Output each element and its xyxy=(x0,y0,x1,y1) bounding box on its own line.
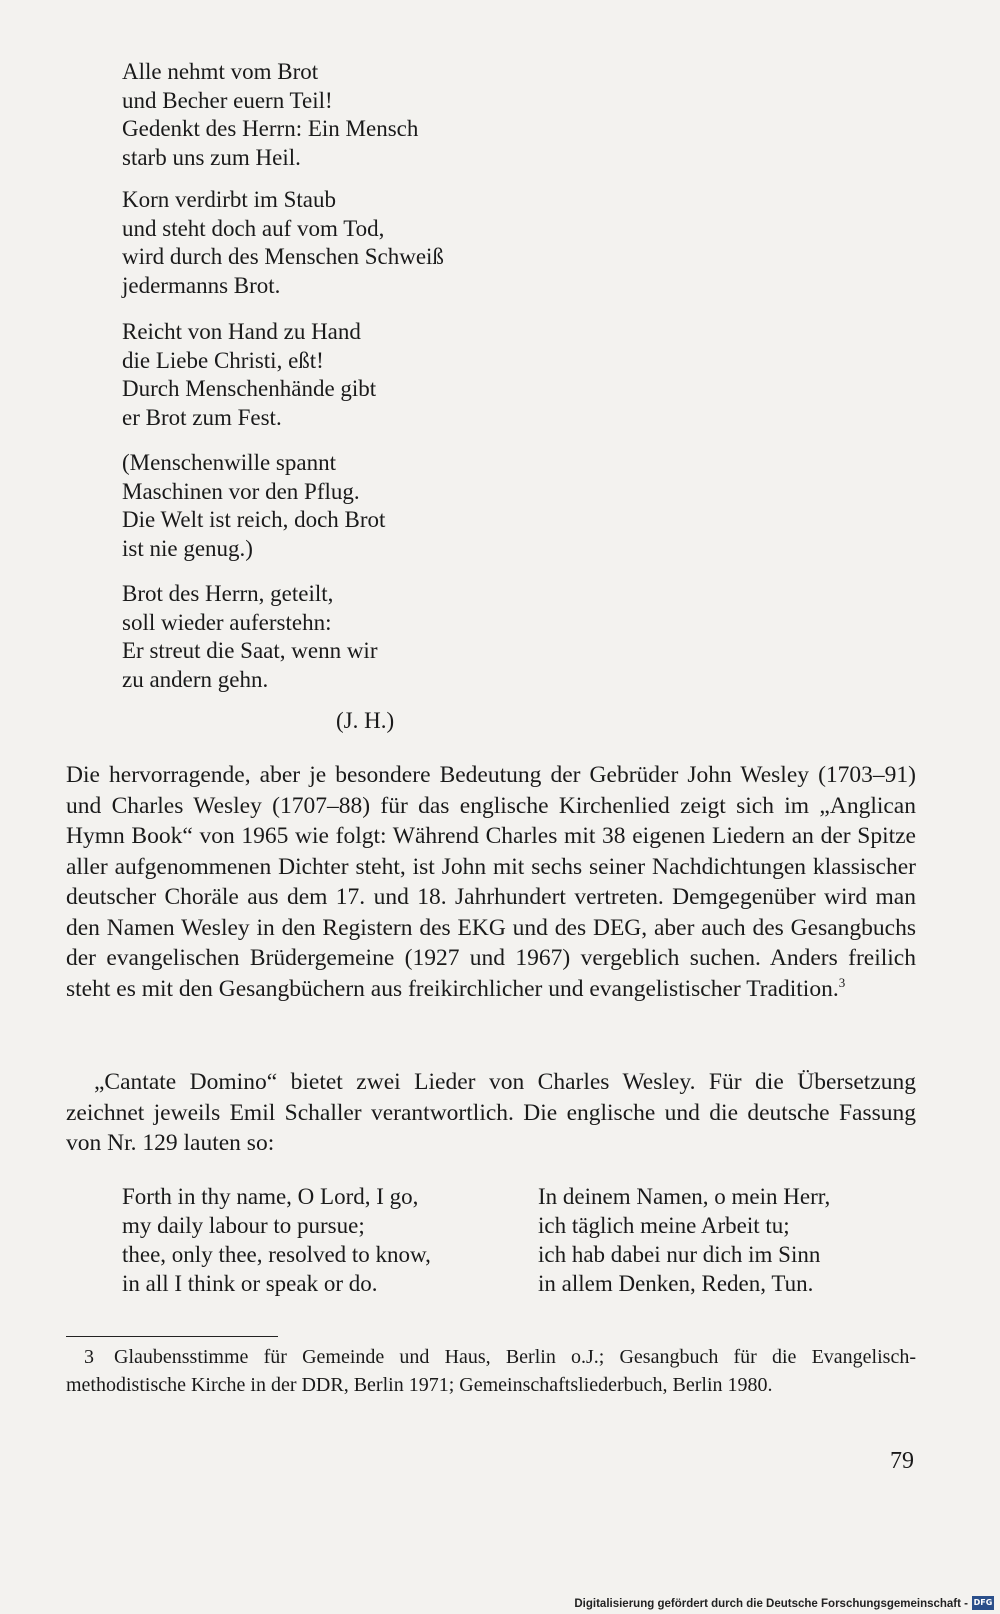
poem-line: (Menschenwille spannt xyxy=(122,450,336,475)
hymn-line: ich hab dabei nur dich im Sinn xyxy=(538,1242,821,1267)
footnote-divider xyxy=(66,1336,278,1337)
footnote-number: 3 xyxy=(84,1346,94,1368)
poem-line: die Liebe Christi, eßt! xyxy=(122,347,324,373)
poem-stanza-1 xyxy=(122,58,418,172)
poem-line: er Brot zum Fest. xyxy=(122,404,282,430)
hymn-line: ich täglich meine Arbeit tu; xyxy=(538,1213,790,1238)
body-paragraph-1 xyxy=(66,760,916,1004)
poem-line: Gedenkt des Herrn: Ein Mensch xyxy=(122,116,419,141)
poem-signature: (J. H.) xyxy=(336,708,395,733)
hymn-line: in all I think or speak or do. xyxy=(122,1271,378,1296)
paragraph-text: Die hervorragende, aber je besondere Bedeutung der Gebrüder John Wesley (1703–91) und Charles Wesley (1707–88) für das englische Kirchenlied zeigt sich im „Anglican Hymn Book“ von 1965 wie folgt: Während Charles mit 38 eigenen Liedern an der Spitze aller aufgenommenen Dichter steht, ist John mit sechs seiner Nachdichtungen klassischer deutscher Choräle aus dem 17. und 18. Jahrhundert vertreten. Demgegenüber wird man den Namen Wesley in den Registern des EKG und des DEG, aber auch des Gesangbuchs der evangelischen Brüdergemeine (1927 und 1967) vergeblich suchen. Anders freilich steht es mit den Gesangbüchern aus freikirchlicher und evangelistischer Tradition. xyxy=(66,762,916,1002)
poem-line: Maschinen vor den Pflug. xyxy=(122,478,360,504)
digitization-credit xyxy=(0,1592,1000,1614)
hymn-german-column xyxy=(538,1182,830,1298)
poem-line: Alle nehmt vom Brot xyxy=(122,59,319,84)
credit-text: Digitalisierung gefördert durch die Deutsche Forschungsgemeinschaft - xyxy=(574,1598,968,1610)
poem-line: zu andern gehn. xyxy=(122,666,269,692)
hymn-line: in allem Denken, Reden, Tun. xyxy=(538,1271,814,1296)
footnote xyxy=(66,1343,916,1399)
hymn-english-column xyxy=(122,1182,431,1298)
poem-line: Durch Menschenhände gibt xyxy=(122,376,377,401)
hymn-line: In deinem Namen, o mein Herr, xyxy=(538,1184,831,1209)
footnote-text: Glaubensstimme für Gemeinde und Haus, Berlin o.J.; Gesangbuch für die Evangelisch-methodistische Kirche in der DDR, Berlin 1971; Gemeinschaftsliederbuch, Berlin 1980. xyxy=(66,1346,916,1396)
footnote-reference[interactable]: 3 xyxy=(838,974,846,990)
poem-line: Korn verdirbt im Staub xyxy=(122,187,336,212)
body-paragraph-2: „Cantate Domino“ bietet zwei Lieder von Charles Wesley. Für die Übersetzung zeichnet jeweils Emil Schaller verantwortlich. Die englische und die deutsche Fassung von Nr. 129 lauten so: xyxy=(66,1069,916,1156)
hymn-line: Forth in thy name, O Lord, I go, xyxy=(122,1184,419,1209)
hymn-line: thee, only thee, resolved to know, xyxy=(122,1242,431,1267)
poem-stanza-5 xyxy=(122,580,377,694)
hymn-line: my daily labour to pursue; xyxy=(122,1213,365,1238)
poem-line: Brot des Herrn, geteilt, xyxy=(122,581,334,606)
poem-line: wird durch des Menschen Schweiß xyxy=(122,244,444,269)
poem-line: jedermanns Brot. xyxy=(122,272,281,298)
poem-line: soll wieder auferstehn: xyxy=(122,609,332,635)
page-number: 79 xyxy=(890,1448,914,1474)
poem-line: ist nie genug.) xyxy=(122,535,253,561)
poem-stanza-4 xyxy=(122,449,385,563)
poem-line: Er streut die Saat, wenn wir xyxy=(122,638,378,663)
poem-stanza-3 xyxy=(122,318,376,432)
poem-line: und steht doch auf vom Tod, xyxy=(122,215,385,241)
poem-line: Reicht von Hand zu Hand xyxy=(122,319,361,344)
poem-line: starb uns zum Heil. xyxy=(122,144,301,170)
poem-line: Die Welt ist reich, doch Brot xyxy=(122,507,386,532)
poem-stanza-2 xyxy=(122,186,444,300)
poem-line: und Becher euern Teil! xyxy=(122,87,333,113)
dfg-logo-icon: DFG xyxy=(972,1596,994,1610)
